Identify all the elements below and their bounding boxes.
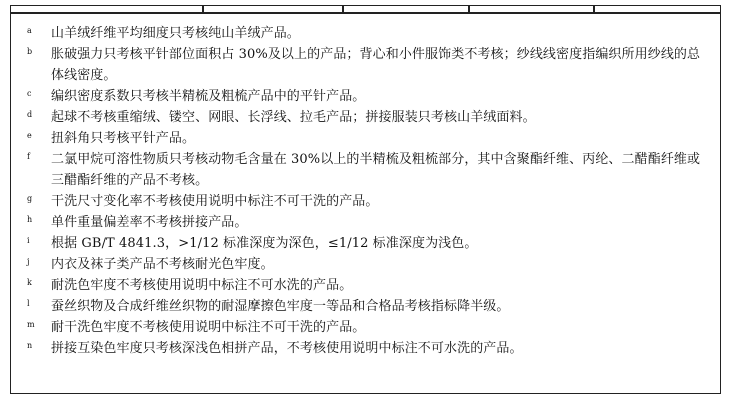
footnote-marker: b — [27, 47, 33, 56]
footnote-marker: c — [27, 89, 32, 98]
footnote-b — [27, 44, 707, 86]
footnote-l — [27, 296, 707, 317]
footnote-g — [27, 191, 707, 212]
footnote-f — [27, 149, 707, 191]
footnote-marker: i — [27, 236, 30, 245]
footnote-c — [27, 86, 707, 107]
footnote-marker: a — [27, 26, 32, 35]
footnote-text: 拼接互染色牢度只考核深浅色相拼产品，不考核使用说明中标注不可水洗的产品。 — [51, 341, 523, 356]
footnote-text: 内衣及袜子类产品不考核耐光色牢度。 — [51, 257, 274, 272]
footnote-marker: j — [27, 257, 30, 266]
footnote-a — [27, 23, 707, 44]
footnote-text: 扭斜角只考核平针产品。 — [51, 131, 196, 146]
footnote-n — [27, 338, 707, 359]
footnote-marker: l — [27, 299, 30, 308]
footnote-text: 起球不考核重缩绒、镂空、网眼、长浮线、拉毛产品；拼接服装只考核山羊绒面料。 — [51, 110, 536, 125]
table-column-divider — [342, 5, 344, 13]
footnote-i — [27, 233, 707, 254]
footnote-j — [27, 254, 707, 275]
footnote-text: 根据 GB/T 4841.3，>1/12 标准深度为深色，≤1/12 标准深度为浅色。 — [51, 236, 478, 251]
footnote-k — [27, 275, 707, 296]
table-column-divider — [593, 5, 595, 13]
footnote-text: 编织密度系数只考核半精梳及粗梳产品中的平针产品。 — [51, 89, 366, 104]
footnote-marker: n — [27, 341, 33, 350]
footnote-marker: k — [27, 278, 32, 287]
footnote-text: 单件重量偏差率不考核拼接产品。 — [51, 215, 248, 230]
table-column-divider — [202, 5, 204, 13]
table-column-divider — [468, 5, 470, 13]
footnote-marker: f — [27, 152, 31, 161]
footnote-text: 耐洗色牢度不考核使用说明中标注不可水洗的产品。 — [51, 278, 353, 293]
footnote-marker: g — [27, 194, 33, 203]
footnote-text: 耐干洗色牢度不考核使用说明中标注不可干洗的产品。 — [51, 320, 366, 335]
footnote-text: 山羊绒纤维平均细度只考核纯山羊绒产品。 — [51, 26, 300, 41]
footnote-marker: e — [27, 131, 32, 140]
footnote-marker: h — [27, 215, 33, 224]
footnote-text: 蚕丝织物及合成纤维丝织物的耐湿摩擦色牢度一等品和合格品考核指标降半级。 — [51, 299, 510, 314]
footnote-d — [27, 107, 707, 128]
table-footnotes — [27, 23, 707, 359]
footnote-text: 二氯甲烷可溶性物质只考核动物毛含量在 30%以上的半精梳及粗梳部分，其中含聚酯纤维、丙纶、二醋酯纤维或三醋酯纤维的产品不考核。 — [51, 152, 701, 188]
footnote-text: 胀破强力只考核平针部位面积占 30%及以上的产品；背心和小件服饰类不考核；纱线线密度指编织所用纱线的总体线密度。 — [51, 47, 701, 83]
footnote-m — [27, 317, 707, 338]
footnote-marker: d — [27, 110, 33, 119]
footnote-e — [27, 128, 707, 149]
footnote-text: 干洗尺寸变化率不考核使用说明中标注不可干洗的产品。 — [51, 194, 379, 209]
footnote-marker: m — [27, 320, 35, 329]
footnote-h — [27, 212, 707, 233]
table-top-rule — [10, 12, 721, 14]
